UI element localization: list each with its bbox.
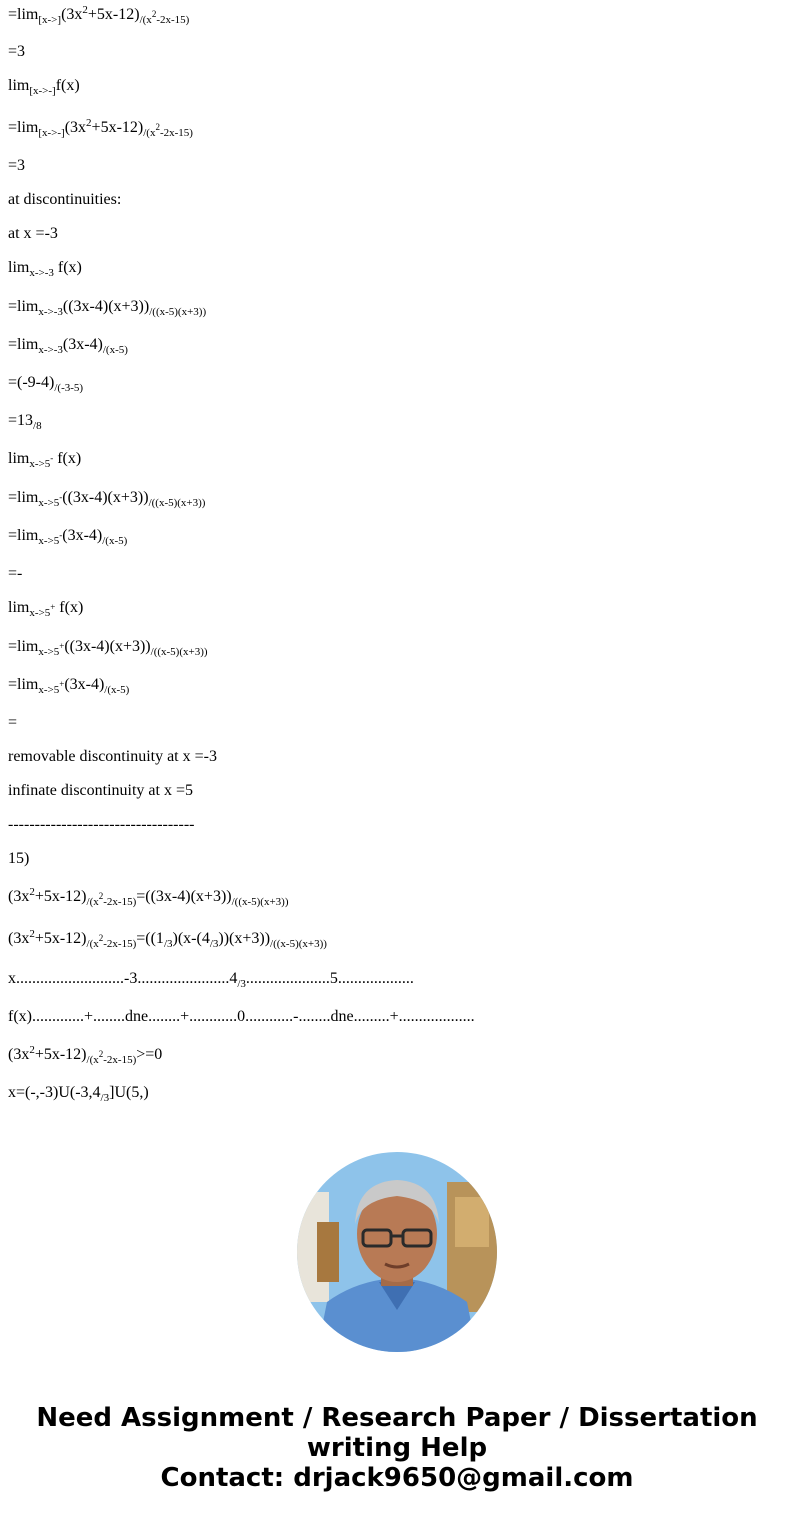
solution-line: =3 <box>8 157 26 174</box>
solution-line: =- <box>8 565 23 582</box>
contact-footer <box>0 1403 794 1493</box>
solution-line: $=\lim_{[x->-]}(3x^2+5x-12)_{/(x^2-2x-15)}$ <box>8 117 193 139</box>
solution-line: $=\lim_{x->5^+}(3x-4)_{/(x-5)}$ <box>8 676 130 696</box>
solution-line: $x...........................-3.......................4_{/3}.....................5$................... <box>8 970 414 990</box>
author-photo <box>297 1152 497 1352</box>
solution-line: = <box>8 714 18 731</box>
footer-line-3: Contact: drjack9650@gmail.com <box>160 1463 634 1493</box>
solution-line: ----------------------------------- <box>8 816 195 833</box>
solution-line: at discontinuities: <box>8 191 122 208</box>
solution-line: $=(-9-4)_{/(-3-5)}$ <box>8 374 84 394</box>
solution-line: $x=(-,-3)U(-3,4_{/3}]U(5,)$ <box>8 1084 149 1104</box>
solution-line: 15) <box>8 850 30 867</box>
solution-line: $=\lim_{x->5^-}((3x-4)(x+3))_{/((x-5)(x+3))}$ <box>8 489 206 509</box>
solution-line: f(x).............+........dne........+............0............-........dne.........+................... <box>8 1008 475 1025</box>
solution-line: removable discontinuity at x =-3 <box>8 748 217 765</box>
solution-line: $\lim_{x->5^-} f(x)$ <box>8 450 82 470</box>
solution-line: $=\lim_{x->5^+}((3x-4)(x+3))_{/((x-5)(x+3))}$ <box>8 638 208 658</box>
solution-line: $(3x^2+5x-12)_{/(x^2-2x-15)}=((1_{/3})(x-(4_{/3}))(x+3))_{/((x-5)(x+3))}$ <box>8 928 327 950</box>
solution-line: $(3x^2+5x-12)_{/(x^2-2x-15)}>=0$ <box>8 1044 163 1066</box>
solution-line: $(3x^2+5x-12)_{/(x^2-2x-15)}=((3x-4)(x+3))_{/((x-5)(x+3))}$ <box>8 886 289 908</box>
solution-line: $\lim_{x->-3} f(x)$ <box>8 259 82 279</box>
footer-line-2: writing Help <box>306 1433 488 1463</box>
solution-line: $=\lim_{x->-3}((3x-4)(x+3))_{/((x-5)(x+3))}$ <box>8 298 207 318</box>
solution-line: at x =-3 <box>8 225 58 242</box>
solution-line: $=\lim_{x->5^-}(3x-4)_{/(x-5)}$ <box>8 527 128 547</box>
solution-line: $=\lim_{[x->]}(3x^2+5x-12)_{/(x^2-2x-15)}$ <box>8 4 190 26</box>
solution-line: $=\lim_{x->-3}(3x-4)_{/(x-5)}$ <box>8 336 128 356</box>
solution-line: $\lim_{[x->-]}f(x)$ <box>8 77 80 97</box>
footer-line-1: Need Assignment / Research Paper / Dissertation <box>36 1403 758 1433</box>
solution-line: infinate discontinuity at x =5 <box>8 782 193 799</box>
author-avatar <box>297 1152 497 1352</box>
solution-line: $\lim_{x->5^+} f(x)$ <box>8 599 84 619</box>
solution-line: $=13_{/8}$ <box>8 412 42 432</box>
solution-line: =3 <box>8 43 26 60</box>
